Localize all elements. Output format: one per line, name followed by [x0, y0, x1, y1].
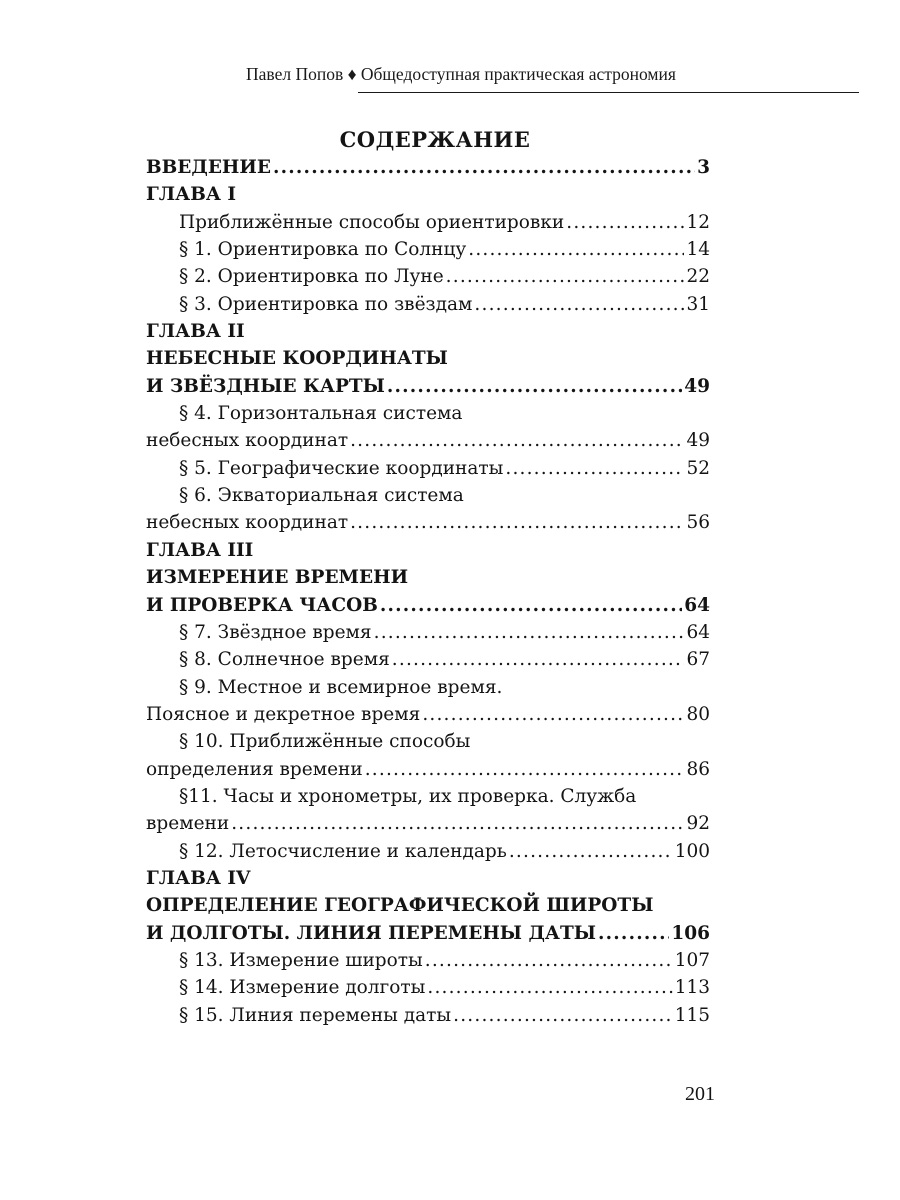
dot-leader — [505, 455, 684, 482]
toc-entry — [146, 947, 710, 974]
chapter-title — [146, 564, 710, 591]
dot-leader — [350, 509, 684, 536]
chapter-heading — [146, 537, 710, 564]
dot-leader — [453, 1002, 673, 1029]
toc-entry — [146, 154, 710, 181]
toc-entry — [146, 592, 710, 619]
entry-text: § 6. Экваториальная система — [179, 485, 464, 507]
dot-leader — [425, 947, 673, 974]
chapter-title — [146, 892, 710, 919]
entry-text: §11. Часы и хронометры, их проверка. Служба — [179, 785, 637, 807]
entry-text: § 9. Местное и всемирное время. — [179, 676, 503, 698]
dot-leader — [231, 810, 684, 837]
page-number: 56 — [686, 512, 710, 534]
entry-text: ГЛАВА I — [146, 184, 236, 206]
table-of-contents — [146, 154, 710, 1029]
running-head: Павел Попов ♦ Общедоступная практическая астрономия — [246, 64, 676, 84]
page-number: 86 — [686, 758, 710, 780]
entry-text: § 10. Приближённые способы — [179, 731, 471, 753]
entry-text: § 8. Солнечное время — [179, 649, 390, 671]
dot-leader — [365, 756, 685, 783]
dot-leader — [392, 646, 685, 673]
toc-entry — [146, 482, 710, 509]
toc-entry — [146, 209, 710, 236]
page-number: 64 — [686, 621, 710, 643]
toc-entry — [146, 838, 710, 865]
toc-entry — [146, 646, 710, 673]
toc-entry — [146, 236, 710, 263]
entry-text: времени — [146, 813, 230, 835]
entry-text: небесных координат — [146, 430, 349, 452]
toc-entry — [146, 427, 710, 454]
dot-leader — [474, 291, 684, 318]
entry-text: Приближённые способы ориентировки — [179, 211, 565, 233]
page-number: 12 — [686, 211, 710, 233]
entry-text: И ПРОВЕРКА ЧАСОВ — [146, 594, 378, 616]
dot-leader — [387, 373, 682, 400]
page-number: 49 — [686, 430, 710, 452]
page-number: 80 — [686, 703, 710, 725]
page-number: 31 — [686, 293, 710, 315]
dot-leader — [446, 263, 685, 290]
header-rule — [358, 92, 859, 93]
toc-entry — [146, 400, 710, 427]
entry-text: ГЛАВА III — [146, 539, 254, 561]
page-number: 67 — [686, 649, 710, 671]
toc-title: СОДЕРЖАНИЕ — [339, 127, 531, 152]
dot-leader — [566, 209, 684, 236]
entry-text: § 7. Звёздное время — [179, 621, 372, 643]
entry-text: небесных координат — [146, 512, 349, 534]
page-number: 113 — [674, 977, 710, 999]
toc-entry — [146, 783, 710, 810]
toc-entry — [146, 455, 710, 482]
chapter-title — [146, 345, 710, 372]
entry-text: НЕБЕСНЫЕ КООРДИНАТЫ — [146, 348, 448, 370]
toc-entry — [146, 263, 710, 290]
entry-text: § 15. Линия перемены даты — [179, 1004, 452, 1026]
toc-entry — [146, 810, 710, 837]
dot-leader — [598, 920, 669, 947]
toc-entry — [146, 509, 710, 536]
toc-entry — [146, 756, 710, 783]
dot-leader — [273, 154, 695, 181]
dot-leader — [468, 236, 684, 263]
entry-text: ГЛАВА IV — [146, 867, 251, 889]
toc-entry — [146, 1002, 710, 1029]
entry-text: § 13. Измерение широты — [179, 949, 423, 971]
chapter-heading — [146, 865, 710, 892]
dot-leader — [422, 701, 684, 728]
page-number: 64 — [684, 594, 710, 616]
page-number: 106 — [671, 922, 710, 944]
page-number: 92 — [686, 813, 710, 835]
toc-entry — [146, 674, 710, 701]
page-number: 107 — [674, 949, 710, 971]
toc-entry — [146, 974, 710, 1001]
toc-entry — [146, 701, 710, 728]
entry-text: § 4. Горизонтальная система — [179, 403, 463, 425]
page-number: 115 — [674, 1004, 710, 1026]
entry-text: § 5. Географические координаты — [179, 457, 504, 479]
entry-text: § 3. Ориентировка по звёздам — [179, 293, 473, 315]
page-number: 14 — [686, 239, 710, 261]
page-number: 3 — [697, 157, 710, 178]
toc-entry — [146, 619, 710, 646]
entry-text: § 1. Ориентировка по Солнцу — [179, 239, 467, 261]
entry-text: ОПРЕДЕЛЕНИЕ ГЕОГРАФИЧЕСКОЙ ШИРОТЫ — [146, 895, 654, 917]
dot-leader — [509, 838, 673, 865]
entry-text: И ЗВЁЗДНЫЕ КАРТЫ — [146, 375, 385, 397]
page-number-footer: 201 — [685, 1083, 715, 1105]
toc-entry — [146, 291, 710, 318]
entry-text: ИЗМЕРЕНИЕ ВРЕМЕНИ — [146, 567, 409, 589]
dot-leader — [350, 427, 684, 454]
chapter-heading — [146, 181, 710, 208]
entry-text: § 12. Летосчисление и календарь — [179, 840, 507, 862]
chapter-heading — [146, 318, 710, 345]
toc-entry — [146, 728, 710, 755]
entry-text: § 14. Измерение долготы — [179, 977, 426, 999]
page-number: 100 — [674, 840, 710, 862]
entry-text: определения времени — [146, 758, 363, 780]
dot-leader — [374, 619, 685, 646]
page-number: 49 — [684, 375, 710, 397]
entry-text: Поясное и декретное время — [146, 703, 421, 725]
dot-leader — [427, 974, 672, 1001]
toc-entry — [146, 920, 710, 947]
page-number: 52 — [686, 457, 710, 479]
toc-entry — [146, 373, 710, 400]
entry-text: ВВЕДЕНИЕ — [146, 157, 271, 178]
page-number: 22 — [686, 266, 710, 288]
entry-text: ГЛАВА II — [146, 321, 245, 343]
entry-text: § 2. Ориентировка по Луне — [179, 266, 444, 288]
dot-leader — [380, 592, 682, 619]
entry-text: И ДОЛГОТЫ. ЛИНИЯ ПЕРЕМЕНЫ ДАТЫ — [146, 922, 596, 944]
